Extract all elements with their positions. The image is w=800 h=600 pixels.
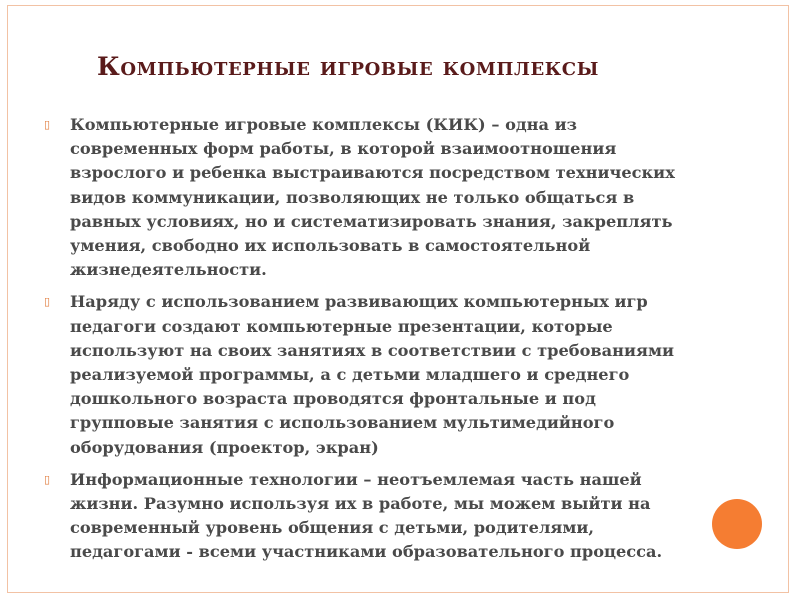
bullet-item <box>40 290 700 459</box>
decorative-circle <box>712 499 762 549</box>
slide-title: Компьютерные игровые комплексы <box>97 52 599 81</box>
bullet-text: Информационные технологии – неотъемлемая часть нашей жизни. Разумно используя их в работе, мы можем выйти на современный уровень общения с детьми, родителями, педагогами - всеми участниками образовательного процесса. <box>70 469 663 562</box>
bullet-icon: ▯ <box>44 295 51 309</box>
bullet-text: Компьютерные игровые комплексы (КИК) – одна из современных форм работы, в которой взаимоотношения взрослого и ребенка выстраиваются посредством технических видов коммуникации, позволяющих не только общаться в равных условиях, но и систематизировать знания, закреплять умения, свободно их использовать в самостоятельной жизнедеятельности. <box>70 115 675 280</box>
bullet-icon: ▯ <box>44 472 51 486</box>
bullet-list <box>40 113 700 573</box>
bullet-item <box>40 468 700 565</box>
bullet-icon: ▯ <box>44 118 51 131</box>
bullet-item <box>40 113 700 282</box>
bullet-text: Наряду с использованием развивающих компьютерных игр педагоги создают компьютерные презентации, которые используют на своих занятиях в соответствии с требованиями реализуемой программы, а с детьми младшего и среднего дошкольного возраста проводятся фронтальные и под групповые занятия с использованием мультимедийного оборудования (проектор, экран) <box>70 292 675 457</box>
